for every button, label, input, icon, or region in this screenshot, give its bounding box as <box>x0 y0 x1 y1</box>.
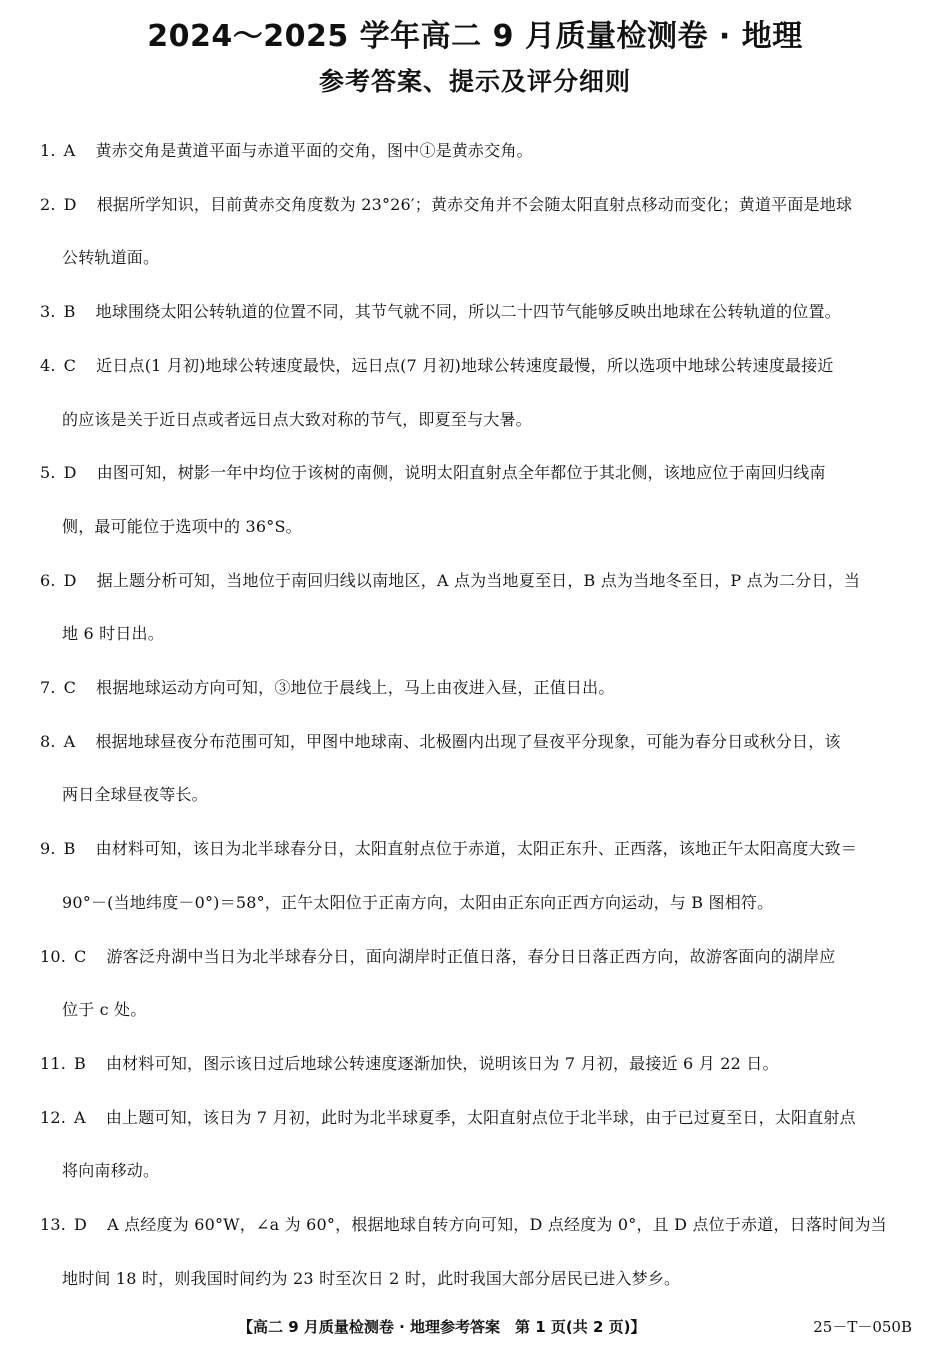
answer-letter: C <box>74 946 87 966</box>
question-number: 10. <box>40 946 67 966</box>
answer-item <box>40 285 912 339</box>
explanation-text: 近日点(1 月初)地球公转速度最快，远日点(7 月初)地球公转速度最慢，所以选项中地球公转速度最接近 <box>96 355 834 375</box>
answer-letter: D <box>63 194 77 214</box>
answer-letter: D <box>74 1215 88 1235</box>
answer-item <box>40 178 912 285</box>
answer-item <box>40 1198 912 1305</box>
answer-letter: B <box>63 839 76 859</box>
question-number: 3. <box>40 302 56 322</box>
explanation-continuation: 公转轨道面。 <box>62 248 160 268</box>
answer-item <box>40 715 912 822</box>
explanation-continuation: 位于 c 处。 <box>62 1000 147 1020</box>
question-number: 5. <box>40 463 56 483</box>
explanation-text: A 点经度为 60°W，∠a 为 60°，根据地球自转方向可知，D 点经度为 0°，且 D 点位于赤道，日落时间为当 <box>107 1215 887 1235</box>
explanation-continuation: 侧，最可能位于选项中的 36°S。 <box>62 516 302 536</box>
question-number: 11. <box>40 1053 67 1073</box>
answer-letter: B <box>74 1053 87 1073</box>
answer-item <box>40 822 912 929</box>
explanation-continuation: 90°－(当地纬度－0°)＝58°，正午太阳位于正南方向，太阳由正东向正西方向运动，与 B 图相符。 <box>62 892 774 912</box>
answer-item <box>40 661 912 715</box>
question-number: 2. <box>40 194 56 214</box>
answer-letter: C <box>63 355 77 375</box>
question-number: 12. <box>40 1107 67 1127</box>
explanation-text: 由图可知，树影一年中均位于该树的南侧，说明太阳直射点全年都位于其北侧，该地应位于南回归线南 <box>96 463 826 483</box>
answer-letter: B <box>63 302 76 322</box>
question-number: 8. <box>40 731 56 751</box>
explanation-text: 根据地球运动方向可知，③地位于晨线上，马上由夜进入昼，正值日出。 <box>96 678 615 698</box>
explanation-continuation: 地时间 18 时，则我国时间约为 23 时至次日 2 时，此时我国大部分居民已进入梦乡。 <box>62 1268 681 1288</box>
answer-item <box>40 446 912 553</box>
explanation-text: 根据地球昼夜分布范围可知，甲图中地球南、北极圈内出现了昼夜平分现象，可能为春分日或秋分日，该 <box>95 731 841 751</box>
answer-item <box>40 930 912 1037</box>
answer-list <box>40 124 912 1305</box>
answer-item <box>40 554 912 661</box>
explanation-text: 由上题可知，该日为 7 月初，此时为北半球夏季，太阳直射点位于北半球，由于已过夏至日，太阳直射点 <box>105 1107 856 1127</box>
question-number: 4. <box>40 355 56 375</box>
explanation-text: 由材料可知，该日为北半球春分日，太阳直射点位于赤道，太阳正东升、正西落，该地正午太阳高度大致＝ <box>95 839 858 859</box>
explanation-text: 据上题分析可知，当地位于南回归线以南地区，A 点为当地夏至日，B 点为当地冬至日，P 点为二分日，当 <box>96 570 861 590</box>
answer-item <box>40 1037 912 1091</box>
answer-letter: A <box>63 731 76 751</box>
explanation-text: 地球围绕太阳公转轨道的位置不同，其节气就不同，所以二十四节气能够反映出地球在公转轨道的位置。 <box>95 302 841 322</box>
document-title: 2024～2025 学年高二 9 月质量检测卷 · 地理 <box>147 19 803 54</box>
question-number: 7. <box>40 678 56 698</box>
explanation-continuation: 地 6 时日出。 <box>62 624 164 644</box>
question-number: 1. <box>40 141 56 160</box>
explanation-continuation: 将向南移动。 <box>62 1161 160 1181</box>
explanation-text: 由材料可知，图示该日过后地球公转速度逐渐加快，说明该日为 7 月初，最接近 6 月 22 日。 <box>106 1053 779 1073</box>
answer-item <box>40 1091 912 1198</box>
footer-document-code: 25－T－050B <box>813 1318 912 1336</box>
answer-item <box>40 339 912 446</box>
answer-letter: A <box>63 141 76 160</box>
explanation-text: 根据所学知识，目前黄赤交角度数为 23°26′；黄赤交角并不会随太阳直射点移动而变化；黄道平面是地球 <box>96 194 853 214</box>
answer-letter: C <box>63 678 77 698</box>
answer-letter: D <box>63 463 77 483</box>
answer-letter: D <box>63 570 77 590</box>
explanation-text: 游客泛舟湖中当日为北半球春分日，面向湖岸时正值日落，春分日日落正西方向，故游客面向的湖岸应 <box>106 946 836 966</box>
explanation-continuation: 的应该是关于近日点或者远日点大致对称的节气，即夏至与大暑。 <box>62 409 532 429</box>
answer-letter: A <box>74 1107 86 1127</box>
footer-page-info: 【高二 9 月质量检测卷 · 地理参考答案 第 1 页(共 2 页)】 <box>238 1318 646 1336</box>
answer-item <box>40 124 912 178</box>
question-number: 6. <box>40 570 56 590</box>
question-number: 13. <box>40 1215 67 1235</box>
explanation-continuation: 两日全球昼夜等长。 <box>62 785 208 805</box>
explanation-text: 黄赤交角是黄道平面与赤道平面的交角，图中①是黄赤交角。 <box>95 141 533 160</box>
document-subtitle: 参考答案、提示及评分细则 <box>318 67 631 96</box>
page-footer <box>0 1312 950 1342</box>
question-number: 9. <box>40 839 56 859</box>
